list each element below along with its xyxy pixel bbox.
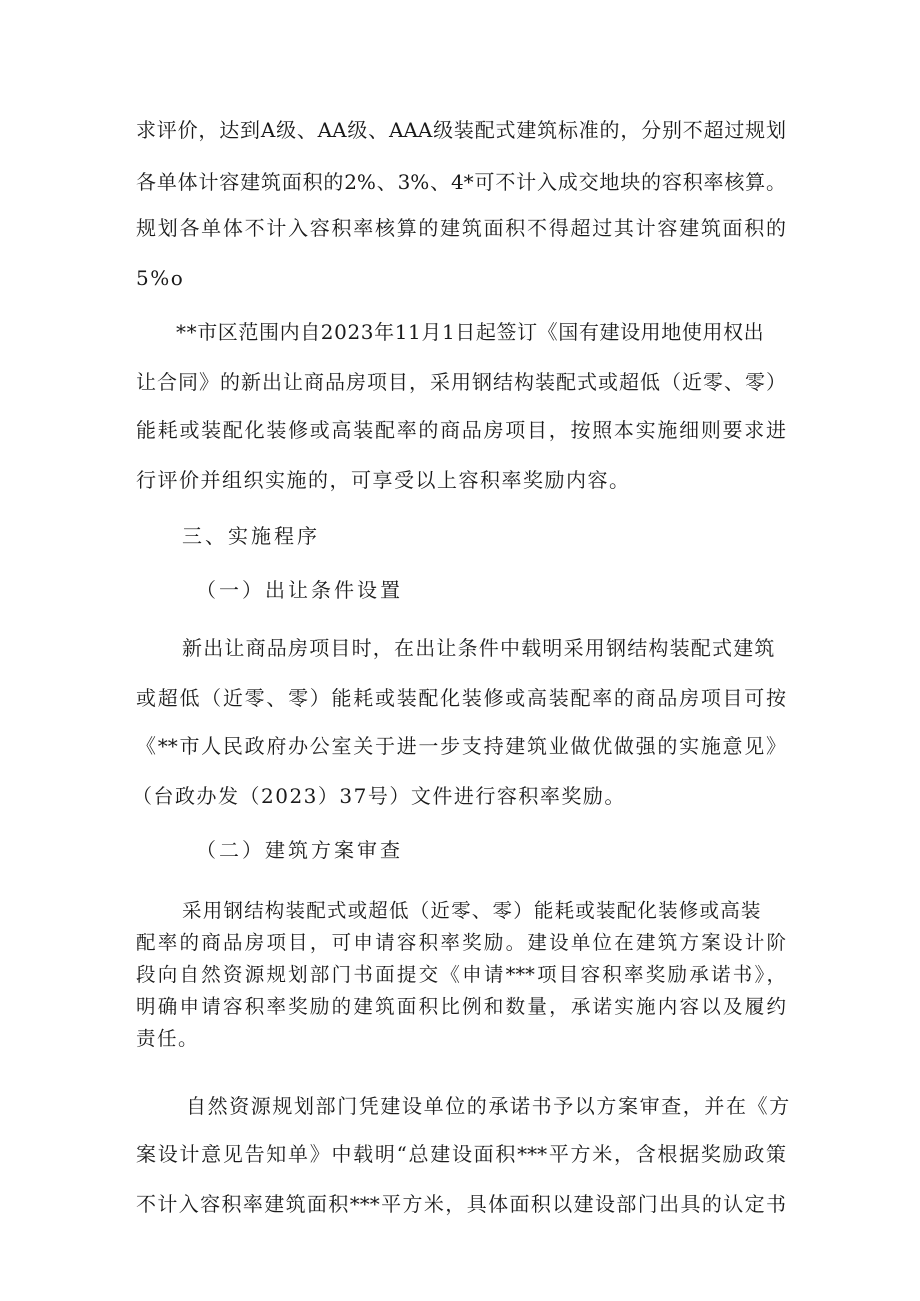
paragraph-5-line-1: 自然资源规划部门凭建设单位的承诺书予以方案审查，并在《方 bbox=[186, 1094, 791, 1118]
paragraph-3-line-4: （台政办发（2023）37号）文件进行容积率奖励。 bbox=[132, 784, 626, 808]
paragraph-3-line-1: 新出让商品房项目时，在出让条件中载明采用钢结构装配式建筑 bbox=[182, 636, 776, 660]
paragraph-2-line-1: **市区范围内自2023年11月1日起签订《国有建设用地使用权出 bbox=[176, 320, 765, 344]
section-heading-implementation: 三、实施程序 bbox=[182, 524, 320, 548]
subsection-heading-transfer-conditions: （一）出让条件设置 bbox=[196, 578, 403, 602]
paragraph-4-line-2: 配率的商品房项目，可申请容积率奖励。建设单位在建筑方案设计阶 bbox=[136, 931, 786, 954]
paragraph-4-line-5: 责任。 bbox=[136, 1027, 200, 1050]
paragraph-1-line-2: 各单体计容建筑面积的2%、3%、4*可不计入成交地块的容积率核算。 bbox=[136, 170, 786, 194]
paragraph-1-line-1: 求评价，达到A级、AA级、AAA级装配式建筑标准的，分别不超过规划 bbox=[136, 118, 786, 142]
paragraph-4-line-3: 段向自然资源规划部门书面提交《申请***项目容积率奖励承诺书》， bbox=[136, 963, 786, 986]
paragraph-2-line-4: 行评价并组织实施的，可享受以上容积率奖励内容。 bbox=[136, 468, 631, 492]
paragraph-5-line-2: 案设计意见告知单》中载明“总建设面积***平方米，含根据奖励政策 bbox=[136, 1142, 786, 1166]
paragraph-1-line-3: 规划各单体不计入容积率核算的建筑面积不得超过其计容建筑面积的 bbox=[136, 216, 786, 240]
paragraph-4-line-4: 明确申请容积率奖励的建筑面积比例和数量，承诺实施内容以及履约 bbox=[136, 995, 786, 1018]
paragraph-4-line-1: 采用钢结构装配式或超低（近零、零）能耗或装配化装修或高装 bbox=[182, 899, 762, 922]
paragraph-5-line-3: 不计入容积率建筑面积***平方米，具体面积以建设部门出具的认定书 bbox=[136, 1192, 786, 1216]
paragraph-3-line-3: 《**市人民政府办公室关于进一步支持建筑业做优做强的实施意见》 bbox=[136, 734, 786, 758]
subsection-heading-architectural-review: （二）建筑方案审查 bbox=[196, 838, 403, 862]
paragraph-1-line-4: 5%o bbox=[136, 266, 185, 290]
paragraph-2-line-2: 让合同》的新出让商品房项目，采用钢结构装配式或超低（近零、零） bbox=[136, 370, 786, 394]
paragraph-2-line-3: 能耗或装配化装修或高装配率的商品房项目，按照本实施细则要求进 bbox=[136, 418, 786, 442]
paragraph-3-line-2: 或超低（近零、零）能耗或装配化装修或高装配率的商品房项目可按 bbox=[136, 686, 786, 710]
